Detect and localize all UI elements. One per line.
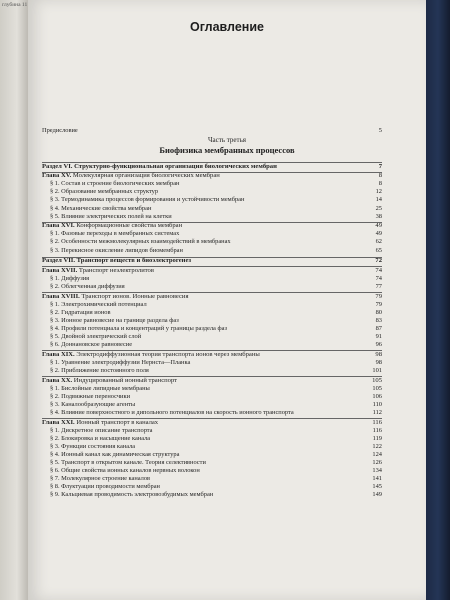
toc-page-number: 105 (372, 384, 382, 392)
toc-page-number: 25 (375, 204, 382, 212)
toc-row-section (42, 427, 382, 435)
toc-entry-text: § 5. Влияние электрических полей на клетки (50, 212, 172, 220)
toc-page-number: 77 (375, 282, 382, 290)
toc-page-number: 8 (378, 172, 382, 180)
facing-page-edge (0, 0, 28, 600)
toc-row-section (42, 393, 382, 401)
toc-row-section (42, 238, 382, 246)
toc-entry-text: § 2. Блокировка и насыщение канала (50, 434, 151, 442)
toc-entry-text (42, 419, 158, 427)
toc-page-number: 110 (372, 400, 382, 408)
toc-entry-text (42, 267, 154, 275)
book-page (28, 0, 426, 600)
toc-page-number: 96 (375, 341, 382, 349)
toc-row-section (42, 188, 382, 196)
toc-row-section (42, 483, 382, 491)
toc-page-number: 116 (372, 418, 382, 426)
toc-entry-text: Раздел VII. Транспорт веществ и биоэлектрогенез (42, 257, 192, 265)
toc-row-section (42, 283, 382, 291)
toc-row-section (42, 475, 382, 483)
chapter-label: Глава XV. (42, 172, 72, 180)
toc-row-section (42, 325, 382, 333)
toc-row-section (42, 333, 382, 341)
toc-page-number: 72 (375, 257, 382, 265)
toc-entry-text: § 1. Дискретное описание транспорта (50, 426, 153, 434)
toc-row-section (42, 317, 382, 325)
toc-page-number: 98 (375, 350, 382, 358)
chapter-title: Индуцированный ионный транспорт (72, 376, 178, 384)
toc-entry-text (42, 222, 182, 230)
toc-entry-text (42, 351, 260, 359)
toc-entry-text: § 3. Каналообразующие агенты (50, 400, 136, 408)
toc-entry-text: § 3. Функции состояния канала (50, 442, 136, 450)
toc-row-section (42, 180, 382, 188)
page-title: Оглавление (190, 20, 264, 34)
toc-row-section (42, 230, 382, 238)
chapter-label: Глава XVI. (42, 222, 75, 230)
toc-entry-text: § 9. Кальциевая проводимость электровозбудимых мембран (50, 491, 214, 499)
toc-page-number: 141 (372, 475, 382, 483)
toc-page-number: 74 (375, 266, 382, 274)
toc-row-section (42, 491, 382, 499)
toc-page-number: 83 (375, 316, 382, 324)
toc-entry-text: § 6. Общие свойства ионных каналов нервных волокон (50, 467, 200, 475)
toc-row-section (42, 247, 382, 255)
toc-row-chapter (42, 419, 382, 427)
toc-row-section (42, 205, 382, 213)
toc-page-number: 106 (372, 392, 382, 400)
toc-page-number: 116 (372, 426, 382, 434)
toc-entry-text: § 1. Бислойные липидные мембраны (50, 384, 150, 392)
toc-page-number: 119 (372, 434, 382, 442)
toc-entry-text: § 2. Приближение постоянного поля (50, 366, 149, 374)
toc-page-number: 79 (375, 300, 382, 308)
toc-row-section (42, 409, 382, 417)
chapter-title: Конформационные свойства мембран (74, 222, 183, 230)
preface-page: 5 (378, 127, 382, 134)
toc-entry-text: § 6. Доннановское равновесие (50, 341, 133, 349)
toc-row-chapter (42, 172, 382, 180)
toc-row-part (42, 163, 382, 171)
toc-row-section (42, 275, 382, 283)
toc-row-section (42, 196, 382, 204)
toc-page-number: 49 (375, 222, 382, 230)
toc-row-chapter (42, 351, 382, 359)
toc-entry-text (42, 293, 189, 301)
toc-page-number: 62 (375, 238, 382, 246)
toc-row-section (42, 459, 382, 467)
toc-row-chapter (42, 267, 382, 275)
chapter-title: Транспорт ионов. Ионные равновесия (79, 292, 189, 300)
toc-entry-text: § 8. Флуктуации проводимости мембран (50, 483, 160, 491)
toc-page-number: 105 (372, 376, 382, 384)
part-label: Часть третья (208, 136, 246, 144)
toc-row-section (42, 435, 382, 443)
chapter-title: Транспорт неэлектролитов (77, 266, 154, 274)
chapter-label: Глава XVII. (42, 266, 78, 274)
toc-page-number: 134 (372, 467, 382, 475)
toc-entry-text: § 1. Состав и строение биологических мембран (50, 180, 180, 188)
toc-entry-text: § 4. Механические свойства мембран (50, 204, 152, 212)
toc-entry-text: § 2. Облегченная диффузия (50, 282, 125, 290)
toc-row-section (42, 341, 382, 349)
toc-entry-text: § 3. Перекисное окисление липидов биомембран (50, 246, 183, 254)
toc-row-section (42, 451, 382, 459)
toc-row-section (42, 467, 382, 475)
toc-entry-text: § 7. Молекулярное строение каналов (50, 475, 151, 483)
toc-page-number: 12 (375, 188, 382, 196)
preface-label: Предисловие (42, 127, 78, 134)
toc-row-section (42, 359, 382, 367)
toc-entry-text: § 5. Транспорт в открытом канале. Теория селективности (50, 459, 206, 466)
toc-entry-text: § 4. Влияние поверхностного и дипольного потенциалов на скорость ионного транспорта (50, 408, 294, 416)
chapter-title: Электродиффузионная теория транспорта ионов через мембраны (74, 350, 260, 358)
toc-row-section (42, 301, 382, 309)
toc-entry-text: § 3. Ионное равновесие на границе раздела фаз (50, 316, 179, 324)
toc-page-number: 122 (372, 442, 382, 450)
toc-page-number: 98 (375, 358, 382, 366)
toc-page-number: 126 (372, 459, 382, 466)
toc-row-preface (42, 127, 382, 135)
toc-page-number: 124 (372, 450, 382, 458)
toc-row-section (42, 401, 382, 409)
toc-page-number: 80 (375, 308, 382, 316)
toc-entry-text: § 1. Электрохимический потенциал (50, 300, 147, 308)
toc-entry-text: § 1. Фазовые переходы в мембранных системах (50, 230, 180, 238)
toc-entry-text: § 4. Профили потенциала и концентраций у границы раздела фаз (50, 324, 227, 332)
toc-row-chapter (42, 377, 382, 385)
toc-page-number: 49 (375, 230, 382, 238)
toc-entry-text: Раздел VI. Структурно-функциональная организация биологических мембран (42, 162, 277, 170)
toc-page-number: 7 (378, 162, 382, 170)
toc-page-number: 149 (372, 491, 382, 499)
toc-entry-text (42, 172, 220, 180)
toc-page-number: 91 (375, 333, 382, 340)
toc-entry-text: § 2. Гидратация ионов (50, 308, 111, 316)
facing-page-text: глубина 11 (2, 2, 28, 8)
part-title: Биофизика мембранных процессов (159, 145, 295, 155)
book-cover-edge (426, 0, 450, 600)
chapter-label: Глава XXI. (42, 418, 75, 426)
chapter-label: Глава XX. (42, 376, 73, 384)
toc-entry-text: § 5. Двойной электрический слой (50, 333, 142, 340)
toc-page-number: 14 (375, 196, 382, 204)
chapter-title: Молекулярная организация биологических мембран (71, 172, 220, 180)
toc-entry-text: § 2. Подвижные переносчики (50, 392, 130, 400)
chapter-label: Глава XIX. (42, 350, 75, 358)
toc-row-part (42, 257, 382, 265)
chapter-label: Глава XVIII. (42, 292, 80, 300)
toc-page-number: 65 (375, 246, 382, 254)
toc-row-section (42, 309, 382, 317)
toc-page-number: 79 (375, 292, 382, 300)
toc-row-chapter (42, 222, 382, 230)
toc-page-number: 87 (375, 324, 382, 332)
toc-page-number: 38 (375, 212, 382, 220)
chapter-title: Ионный транспорт в каналах (74, 418, 159, 426)
toc-page-number: 101 (372, 366, 382, 374)
toc-page-number: 8 (378, 180, 382, 188)
toc-row-section (42, 213, 382, 221)
toc-page-number: 74 (375, 274, 382, 282)
toc-row-chapter (42, 293, 382, 301)
toc-row-section (42, 385, 382, 393)
toc-entry-text: § 2. Особенности межмолекулярных взаимодействий в мембранах (50, 238, 231, 246)
toc-row-section (42, 367, 382, 375)
toc-entry-text: § 4. Ионный канал как динамическая структура (50, 450, 180, 458)
toc-entry-text: § 1. Уравнение электродиффузии Нернста—Планка (50, 358, 191, 366)
toc-row-section (42, 443, 382, 451)
toc-entry-text (42, 377, 177, 385)
toc-page-number: 112 (372, 408, 382, 416)
toc-page-number: 145 (372, 483, 382, 491)
toc-entry-text: § 2. Образование мембранных структур (50, 188, 159, 196)
toc-entry-text: § 3. Термодинамика процессов формирования и устойчивости мембран (50, 196, 245, 204)
toc-entry-text: § 1. Диффузия (50, 274, 90, 282)
